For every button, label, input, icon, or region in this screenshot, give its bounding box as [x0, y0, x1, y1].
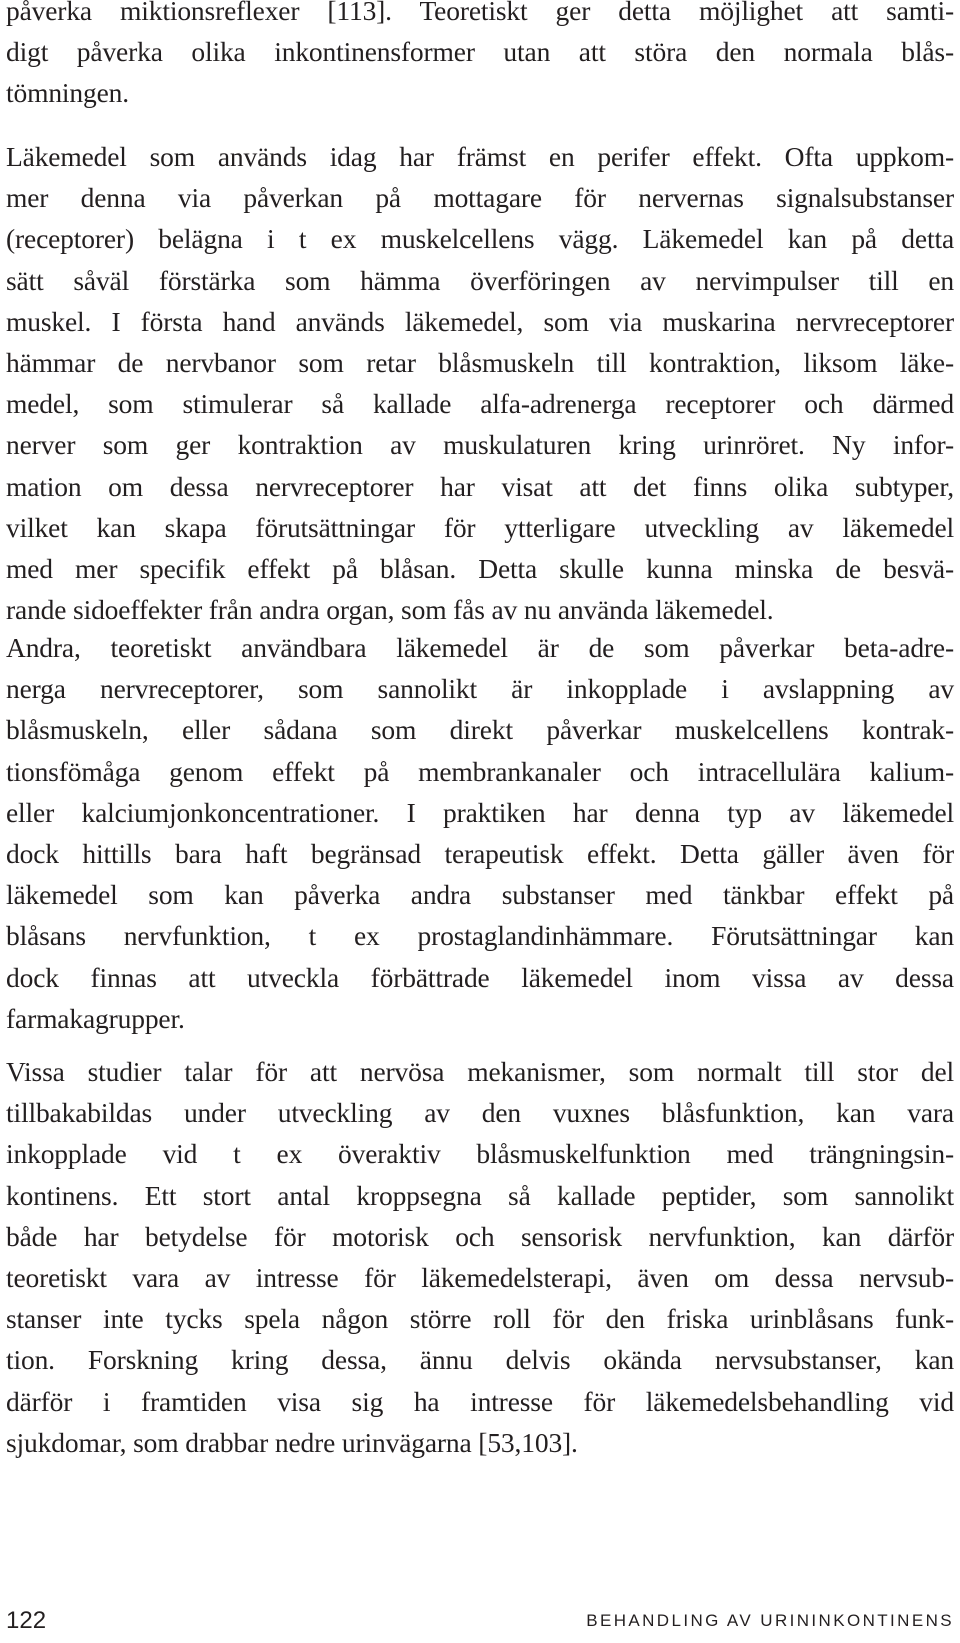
paragraph-4 — [6, 1051, 954, 1463]
text-line: dock hittills bara haft begränsad terapeutisk effekt. Detta gäller även för — [6, 837, 954, 869]
text-line: mation om dessa nervreceptorer har visat att det finns olika subtyper, — [6, 470, 954, 502]
text-line: medel, som stimulerar så kallade alfa-adrenerga receptorer och därmed — [6, 388, 954, 420]
text-line: påverka miktionsreflexer [113]. Teoretiskt ger detta möjlighet att samti- — [6, 0, 954, 26]
page-number: 122 — [6, 1607, 47, 1634]
text-line: nerver som ger kontraktion av muskulaturen kring urinröret. Ny infor- — [6, 429, 954, 461]
text-line: digt påverka olika inkontinensformer utan att störa den normala blås- — [6, 36, 954, 68]
running-head: BEHANDLING AV URININKONTINENS — [586, 1611, 954, 1630]
text-line: (receptorer) belägna i t ex muskelcellens vägg. Läkemedel kan på detta — [6, 223, 954, 255]
text-line: blåsmuskeln, eller sådana som direkt påverkar muskelcellens kontrak- — [6, 714, 954, 746]
text-line: rande sidoeffekter från andra organ, som fås av nu använda läkemedel. — [6, 594, 774, 626]
text-line: nerga nervreceptorer, som sannolikt är inkopplade i avslappning av — [6, 673, 954, 705]
text-line: tion. Forskning kring dessa, ännu delvis okända nervsubstanser, kan — [6, 1344, 954, 1376]
text-line: stanser inte tycks spela någon större roll för den friska urinblåsans funk- — [6, 1303, 954, 1335]
text-line: sjukdomar, som drabbar nedre urinvägarna [53,103]. — [6, 1426, 578, 1458]
text-line: tillbakabildas under utveckling av den vuxnes blåsfunktion, kan vara — [6, 1097, 954, 1129]
text-line: hämmar de nervbanor som retar blåsmuskeln till kontraktion, liksom läke- — [6, 346, 954, 378]
text-line: tionsfömåga genom effekt på membrankanaler och intracellulära kalium- — [6, 755, 954, 787]
text-line: inkopplade vid t ex överaktiv blåsmuskelfunktion med trängningsin- — [6, 1138, 954, 1170]
text-line: både har betydelse för motorisk och sensorisk nervfunktion, kan därför — [6, 1220, 954, 1252]
text-line: eller kalciumjonkoncentrationer. I praktiken har denna typ av läkemedel — [6, 796, 954, 828]
text-line: dock finnas att utveckla förbättrade läkemedel inom vissa av dessa — [6, 961, 954, 993]
text-line: blåsans nervfunktion, t ex prostaglandinhämmare. Förutsättningar kan — [6, 920, 954, 952]
page-footer — [6, 1604, 954, 1638]
text-line: teoretiskt vara av intresse för läkemedelsterapi, även om dessa nervsub- — [6, 1261, 954, 1293]
paragraph-3 — [6, 627, 954, 1039]
text-line: mer denna via påverkan på mottagare för nervernas signalsubstanser — [6, 182, 954, 214]
text-line: tömningen. — [6, 77, 130, 109]
text-line: vilket kan skapa förutsättningar för ytterligare utveckling av läkemedel — [6, 511, 954, 543]
text-line: sätt såväl förstärka som hämma överföringen av nervimpulser till en — [6, 264, 954, 296]
paragraph-2 — [6, 136, 954, 630]
text-line: läkemedel som kan påverka andra substanser med tänkbar effekt på — [6, 879, 954, 911]
text-line: farmakagrupper. — [6, 1002, 185, 1034]
text-line: därför i framtiden visa sig ha intresse för läkemedelsbehandling vid — [6, 1385, 954, 1417]
paragraph-1 — [6, 0, 954, 114]
text-line: kontinens. Ett stort antal kroppsegna så kallade peptider, som sannolikt — [6, 1179, 954, 1211]
text-line: Läkemedel som används idag har främst en perifer effekt. Ofta uppkom- — [6, 141, 954, 172]
text-line: Andra, teoretiskt användbara läkemedel är de som påverkar beta-adre- — [6, 632, 954, 663]
text-line: muskel. I första hand används läkemedel, som via muskarina nervreceptorer — [6, 305, 954, 337]
text-line: med mer specifik effekt på blåsan. Detta skulle kunna minska de besvä- — [6, 552, 954, 584]
text-line: Vissa studier talar för att nervösa mekanismer, som normalt till stor del — [6, 1056, 954, 1087]
